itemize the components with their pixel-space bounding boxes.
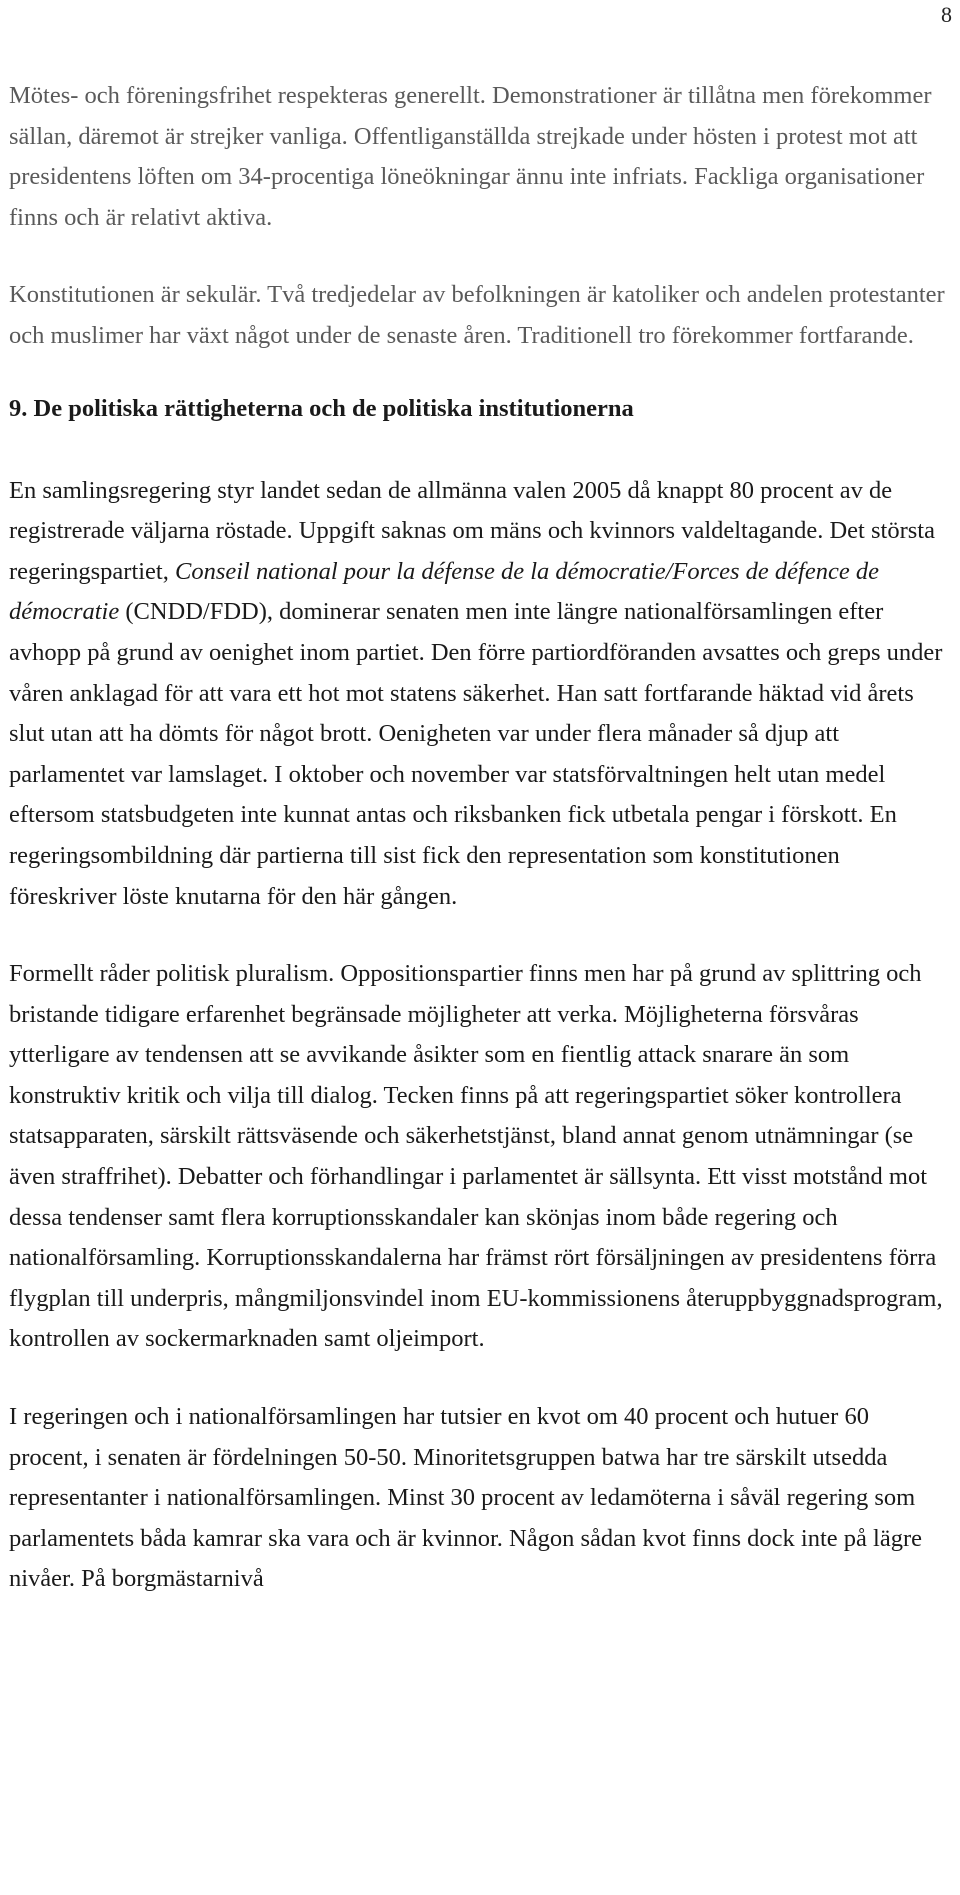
- paragraph-quotas: I regeringen och i nationalförsamlingen har tutsier en kvot om 40 procent och hutuer 60 procent, i senaten är fördelningen 50-50. Minoritetsgruppen batwa har tre särskilt utsedda representanter i nationalförsamlingen. Minst 30 procent av ledamöterna i såväl regering som parlamentets båda kamrar ska vara och är kvinnor. Någon sådan kvot finns dock inte på lägre nivåer. På borgmästarnivå: [9, 1403, 922, 1593]
- paragraph-government-text-2: (CNDD/FDD), dominerar senaten men inte längre nationalförsamlingen efter avhopp på grund av oenighet inom partiet. Den förre partiordföranden avsattes och greps under våren anklagad för att vara ett hot mot statens säkerhet. Han satt fortfarande häktad vid årets slut utan att ha dömts för något brott. Oenigheten var under flera månader så djup att parlamentet var lamslaget. I oktober och november var statsförvaltningen helt utan medel eftersom statsbudgeten inte kunnat antas och riksbanken fick utbetala pengar i förskott. En regeringsombildning där partierna till sist fick den representation som konstitutionen föreskriver löste knutarna för den här gången.: [9, 598, 943, 910]
- paragraph-assembly-freedom: Mötes- och föreningsfrihet respekteras generellt. Demonstrationer är tillåtna men förekommer sällan, däremot är strejker vanliga. Offentliganställda strejkade under hösten i protest mot att presidentens löften om 34-procentiga löneökningar ännu inte infriats. Fackliga organisationer finns och är relativt aktiva.: [9, 82, 932, 231]
- document-body: [9, 76, 949, 1600]
- paragraph-government: [9, 471, 949, 918]
- paragraph-pluralism: Formellt råder politisk pluralism. Oppositionspartier finns men har på grund av splittring och bristande tidigare erfarenhet begränsade möjligheter att verka. Möjligheterna försvåras ytterligare av tendensen att se avvikande åsikter som en fientlig attack snarare än som konstruktiv kritik och vilja till dialog. Tecken finns på att regeringspartiet söker kontrollera statsapparaten, särskilt rättsväsende och säkerhetstjänst, bland annat genom utnämningar (se även straffrihet). Debatter och förhandlingar i parlamentet är sällsynta. Ett visst motstånd mot dessa tendenser samt flera korruptionsskandaler kan skönjas inom både regering och nationalförsamling. Korruptionsskandalerna har främst rört försäljningen av presidentens förra flygplan till underpris, mångmiljonsvindel inom EU-kommissionens återuppbyggnadsprogram, kontrollen av sockermarknaden samt oljeimport.: [9, 960, 943, 1353]
- party-name-italic: Conseil national pour la défense de la démocratie/Forces de défence de démocratie: [9, 557, 879, 626]
- paragraph-religion: Konstitutionen är sekulär. Två tredjedelar av befolkningen är katoliker och andelen protestanter och muslimer har växt något under de senaste åren. Traditionell tro förekommer fortfarande.: [9, 281, 945, 349]
- paragraph-government-text-1: En samlingsregering styr landet sedan de allmänna valen 2005 då knappt 80 procent av de registrerade väljarna röstade. Uppgift saknas om mäns och kvinnors valdeltagande. Det största regeringspartiet,: [9, 476, 935, 585]
- page-number: 8: [941, 2, 952, 27]
- section-heading: 9. De politiska rättigheterna och de politiska institutionerna: [9, 394, 634, 422]
